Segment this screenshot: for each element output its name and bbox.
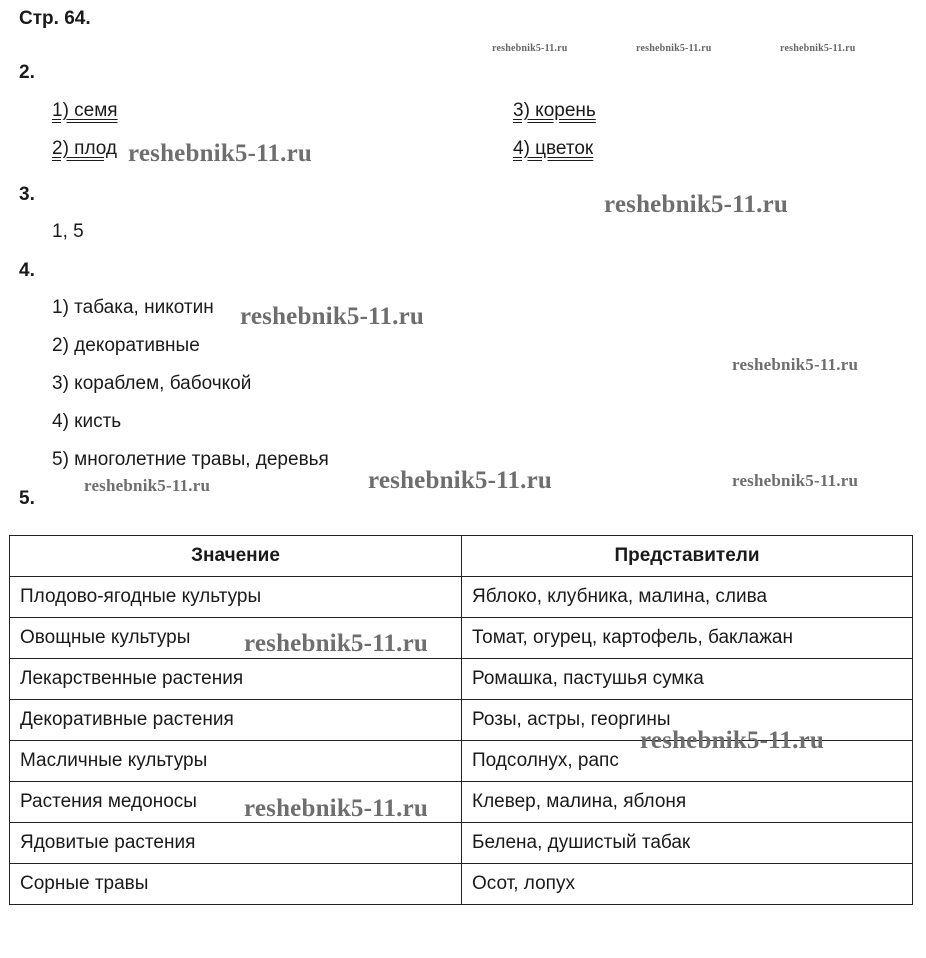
plants-table xyxy=(9,535,913,905)
table-cell: Ромашка, пастушья сумка xyxy=(462,659,913,700)
table-cell: Томат, огурец, картофель, баклажан xyxy=(462,618,913,659)
q4-answer-5: 5) многолетние травы, деревья xyxy=(52,449,329,470)
watermark: reshebnik5-11.ru xyxy=(636,43,712,54)
q3-answer: 1, 5 xyxy=(52,221,84,242)
watermark: reshebnik5-11.ru xyxy=(640,727,825,754)
table-cell: Клевер, малина, яблоня xyxy=(462,782,913,823)
watermark: reshebnik5-11.ru xyxy=(732,355,859,374)
table-cell: Лекарственные растения xyxy=(10,659,462,700)
table-row xyxy=(10,618,913,659)
watermark: reshebnik5-11.ru xyxy=(492,43,568,54)
watermark: reshebnik5-11.ru xyxy=(128,140,313,167)
table-cell: Розы, астры, георгины xyxy=(462,700,913,741)
table-cell: Овощные культуры xyxy=(10,618,462,659)
table-row xyxy=(10,577,913,618)
page-title: Стр. 64. xyxy=(19,8,91,29)
question-2-number: 2. xyxy=(19,62,35,83)
watermark: reshebnik5-11.ru xyxy=(604,191,789,218)
watermark: reshebnik5-11.ru xyxy=(84,476,211,495)
question-4-number: 4. xyxy=(19,260,35,281)
question-5-number: 5. xyxy=(19,488,35,509)
watermark: reshebnik5-11.ru xyxy=(244,630,429,657)
watermark: reshebnik5-11.ru xyxy=(780,43,856,54)
q4-answer-4: 4) кисть xyxy=(52,411,122,432)
table-cell: Подсолнух, рапс xyxy=(462,741,913,782)
table-cell: Сорные травы xyxy=(10,864,462,905)
question-3-number: 3. xyxy=(19,184,35,205)
q4-answer-3: 3) кораблем, бабочкой xyxy=(52,373,252,394)
table-row xyxy=(10,659,913,700)
table-header-row xyxy=(10,536,913,577)
table-row xyxy=(10,741,913,782)
q2-answer-4: 4) цветок xyxy=(513,138,594,159)
table-row xyxy=(10,823,913,864)
table-header-meaning: Значение xyxy=(10,536,462,577)
q4-answer-2: 2) декоративные xyxy=(52,335,200,356)
watermark: reshebnik5-11.ru xyxy=(368,467,553,494)
table-cell: Плодово-ягодные культуры xyxy=(10,577,462,618)
table-header-representatives: Представители xyxy=(462,536,913,577)
q2-answer-2: 2) плод xyxy=(52,138,117,159)
watermark: reshebnik5-11.ru xyxy=(244,795,429,822)
watermark: reshebnik5-11.ru xyxy=(240,303,425,330)
table-cell: Декоративные растения xyxy=(10,700,462,741)
q2-answer-3: 3) корень xyxy=(513,100,596,121)
table-cell: Осот, лопух xyxy=(462,864,913,905)
table-row xyxy=(10,864,913,905)
table-row xyxy=(10,700,913,741)
table-cell: Белена, душистый табак xyxy=(462,823,913,864)
table-row xyxy=(10,782,913,823)
q2-answer-1: 1) семя xyxy=(52,100,118,121)
table-cell: Яблоко, клубника, малина, слива xyxy=(462,577,913,618)
watermark: reshebnik5-11.ru xyxy=(732,471,859,490)
table-cell: Масличные культуры xyxy=(10,741,462,782)
table-cell: Ядовитые растения xyxy=(10,823,462,864)
q4-answer-1: 1) табака, никотин xyxy=(52,297,214,318)
table-cell: Растения медоносы xyxy=(10,782,462,823)
